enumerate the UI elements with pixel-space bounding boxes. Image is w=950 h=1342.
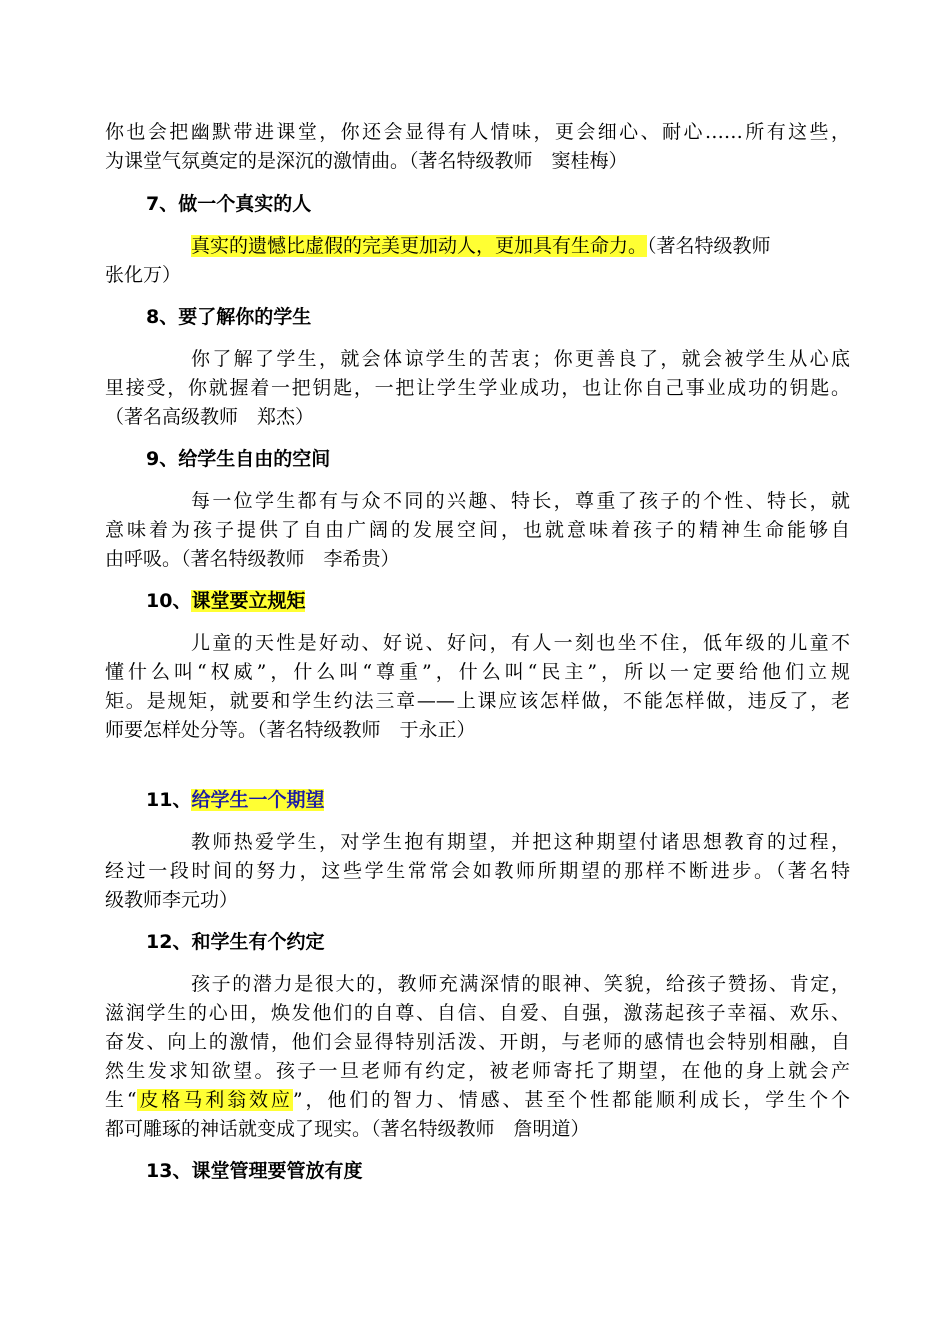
quote-open: 生“ [105, 1089, 137, 1111]
paragraph-line: 师要怎样处分等。（著名特级教师 于永正） [105, 719, 476, 741]
paragraph-line: 张化万） [105, 264, 182, 286]
attribution-text: （著名特级教师 [647, 235, 771, 257]
paragraph-line: 级教师李元功） [105, 889, 239, 911]
quote-rest: ”，他们的智力、情感、甚至个性都能顺利成长，学生个个 [292, 1089, 851, 1111]
highlighted-text: 真实的遗憾比虚假的完美更加动人，更加具有生命力。 [191, 235, 648, 257]
paragraph-line: 经过一段时间的努力，这些学生常常会如教师所期望的那样不断进步。（著名特 [105, 860, 850, 882]
paragraph-line: （著名高级教师 郑杰） [105, 406, 315, 428]
paragraph-line: 孩子的潜力是很大的，教师充满深情的眼神、笑貌，给孩子赞扬、肯定， [191, 973, 850, 995]
paragraph-line: 教师热爱学生，对学生抱有期望，并把这种期望付诸思想教育的过程， [191, 831, 850, 853]
paragraph-line [105, 1086, 850, 1114]
paragraph-line: 儿童的天性是好动、好说、好问，有人一刻也坐不住，低年级的儿童不 [191, 632, 850, 654]
section-heading: 13、课堂管理要管放有度 [146, 1160, 363, 1182]
section-heading [146, 786, 324, 814]
paragraph-line: 意味着为孩子提供了自由广阔的发展空间，也就意味着孩子的精神生命能够自 [105, 519, 850, 541]
paragraph-line: 滋润学生的心田，焕发他们的自尊、自信、自爱、自强，激荡起孩子幸福、欢乐、 [105, 1002, 850, 1024]
section-heading [146, 587, 305, 615]
paragraph-line: 每一位学生都有与众不同的兴趣、特长，尊重了孩子的个性、特长，就 [191, 490, 850, 512]
paragraph-line: 为课堂气氛奠定的是深沉的激情曲。（著名特级教师 窦桂梅） [105, 150, 628, 172]
paragraph-line: 矩。是规矩，就要和学生约法三章——上课应该怎样做，不能怎样做，违反了，老 [105, 690, 850, 712]
section-heading: 8、要了解你的学生 [146, 306, 312, 328]
paragraph-line: 你也会把幽默带进课堂，你还会显得有人情味，更会细心、耐心……所有这些， [105, 121, 850, 143]
heading-number: 10、 [146, 590, 192, 612]
paragraph-line: 里接受，你就握着一把钥匙，一把让学生学业成功，也让你自己事业成功的钥匙。 [105, 377, 850, 399]
highlighted-term: 皮格马利翁效应 [136, 1089, 293, 1111]
section-heading: 7、做一个真实的人 [146, 193, 312, 215]
section-heading: 12、和学生有个约定 [146, 931, 325, 953]
heading-text: 给学生一个期望 [191, 789, 325, 811]
paragraph-line: 然生发求知欲望。孩子一旦老师有约定，被老师寄托了期望，在他的身上就会产 [105, 1060, 850, 1082]
paragraph-line: 都可雕琢的神话就变成了现实。（著名特级教师 詹明道） [105, 1118, 590, 1140]
section-heading: 9、给学生自由的空间 [146, 448, 331, 470]
paragraph-line: 奋发、向上的激情，他们会显得特别活泼、开朗，与老师的感情也会特别相融，自 [105, 1031, 850, 1053]
paragraph-line [191, 232, 850, 260]
heading-number: 11、 [146, 789, 192, 811]
paragraph-line: 懂什么叫“权威”，什么叫“尊重”，什么叫“民主”，所以一定要给他们立规 [105, 661, 850, 683]
heading-text: 课堂要立规矩 [191, 590, 306, 612]
paragraph-line: 你了解了学生，就会体谅学生的苦衷；你更善良了，就会被学生从心底 [191, 348, 850, 370]
paragraph-line: 由呼吸。（著名特级教师 李希贵） [105, 548, 400, 570]
